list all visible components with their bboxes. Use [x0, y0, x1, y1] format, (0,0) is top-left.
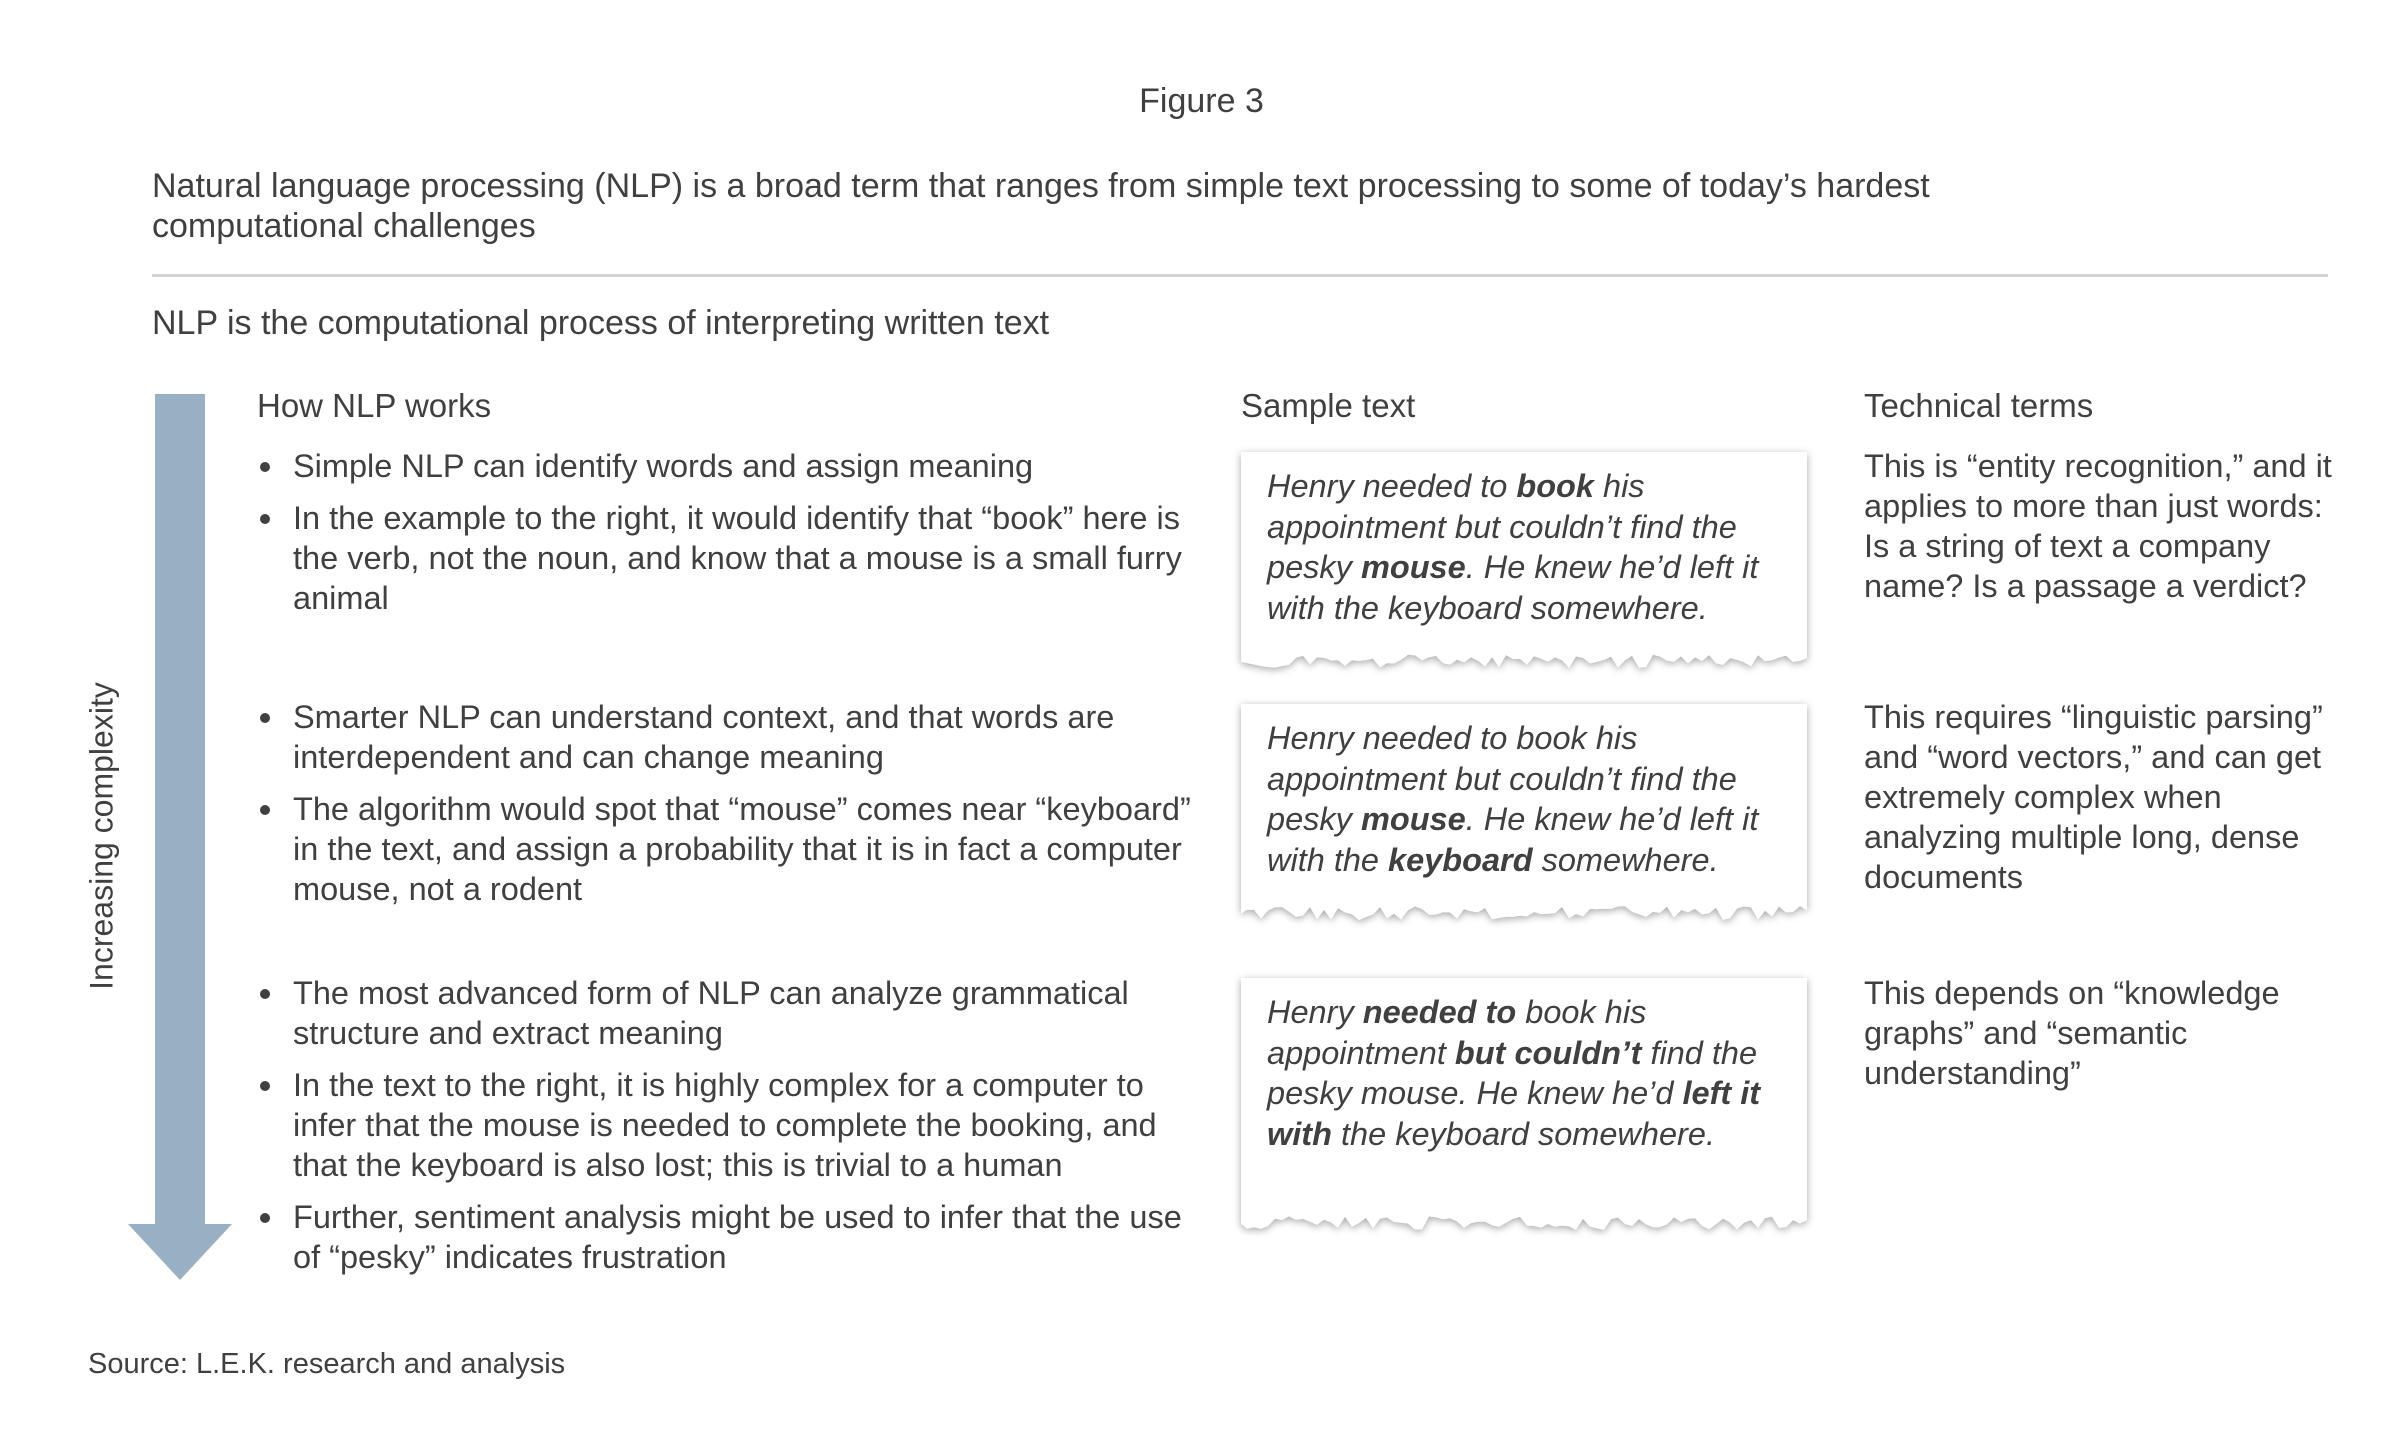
bullet-item: Simple NLP can identify words and assign meaning [257, 446, 1197, 486]
bullet-item: In the text to the right, it is highly complex for a computer to infer that the mouse is needed to complete the booking, and that the keyboard is also lost; this is trivial to a human [257, 1065, 1197, 1185]
divider [152, 274, 2328, 277]
bullet-item: The algorithm would spot that “mouse” comes near “keyboard” in the text, and assign a probability that it is in fact a computer mouse, not a rodent [257, 789, 1197, 909]
bullet-group-simple [257, 446, 1197, 630]
bullet-group-smarter [257, 697, 1197, 921]
technical-term-knowledge-graphs: This depends on “knowledge graphs” and “semantic understanding” [1864, 975, 2280, 1091]
sample-text-card [1241, 452, 1807, 680]
complexity-axis-label: Increasing complexity [83, 682, 120, 990]
sample-text: Henry needed to book his appointment but couldn’t find the pesky mouse. He knew he’d left it with the keyboard somewhere. [1267, 994, 1761, 1152]
bullet-group-advanced [257, 973, 1197, 1289]
bullet-item: Smarter NLP can understand context, and that words are interdependent and can change meaning [257, 697, 1197, 777]
technical-term-linguistic-parsing: This requires “linguistic parsing” and “word vectors,” and can get extremely complex when analyzing multiple long, dense documents [1864, 699, 2323, 895]
technical-term-entity-recognition: This is “entity recognition,” and it applies to more than just words: Is a string of text a company name? Is a passage a verdict? [1864, 448, 2332, 604]
column-header-sample-text: Sample text [1241, 387, 1416, 424]
bullet-item: The most advanced form of NLP can analyze grammatical structure and extract meaning [257, 973, 1197, 1053]
source-note: Source: L.E.K. research and analysis [88, 1348, 566, 1380]
sample-text: Henry needed to book his appointment but couldn’t find the pesky mouse. He knew he’d left it with the keyboard somewhere. [1267, 720, 1759, 878]
column-header-technical-terms: Technical terms [1864, 387, 2094, 424]
sample-text-card [1241, 704, 1807, 932]
subheadline: NLP is the computational process of interpreting written text [152, 304, 1050, 342]
down-arrow-icon [125, 394, 235, 1280]
sample-text-card [1241, 978, 1807, 1242]
sample-text: Henry needed to book his appointment but couldn’t find the pesky mouse. He knew he’d left it with the keyboard somewhere. [1267, 468, 1759, 626]
figure-label: Figure 3 [1139, 82, 1264, 120]
bullet-item: In the example to the right, it would identify that “book” here is the verb, not the noun, and know that a mouse is a small furry animal [257, 498, 1197, 618]
column-header-how-nlp-works: How NLP works [257, 387, 492, 424]
bullet-item: Further, sentiment analysis might be used to infer that the use of “pesky” indicates frustration [257, 1197, 1197, 1277]
headline: Natural language processing (NLP) is a broad term that ranges from simple text processing to some of today’s hardest computational challenges [152, 167, 1930, 245]
